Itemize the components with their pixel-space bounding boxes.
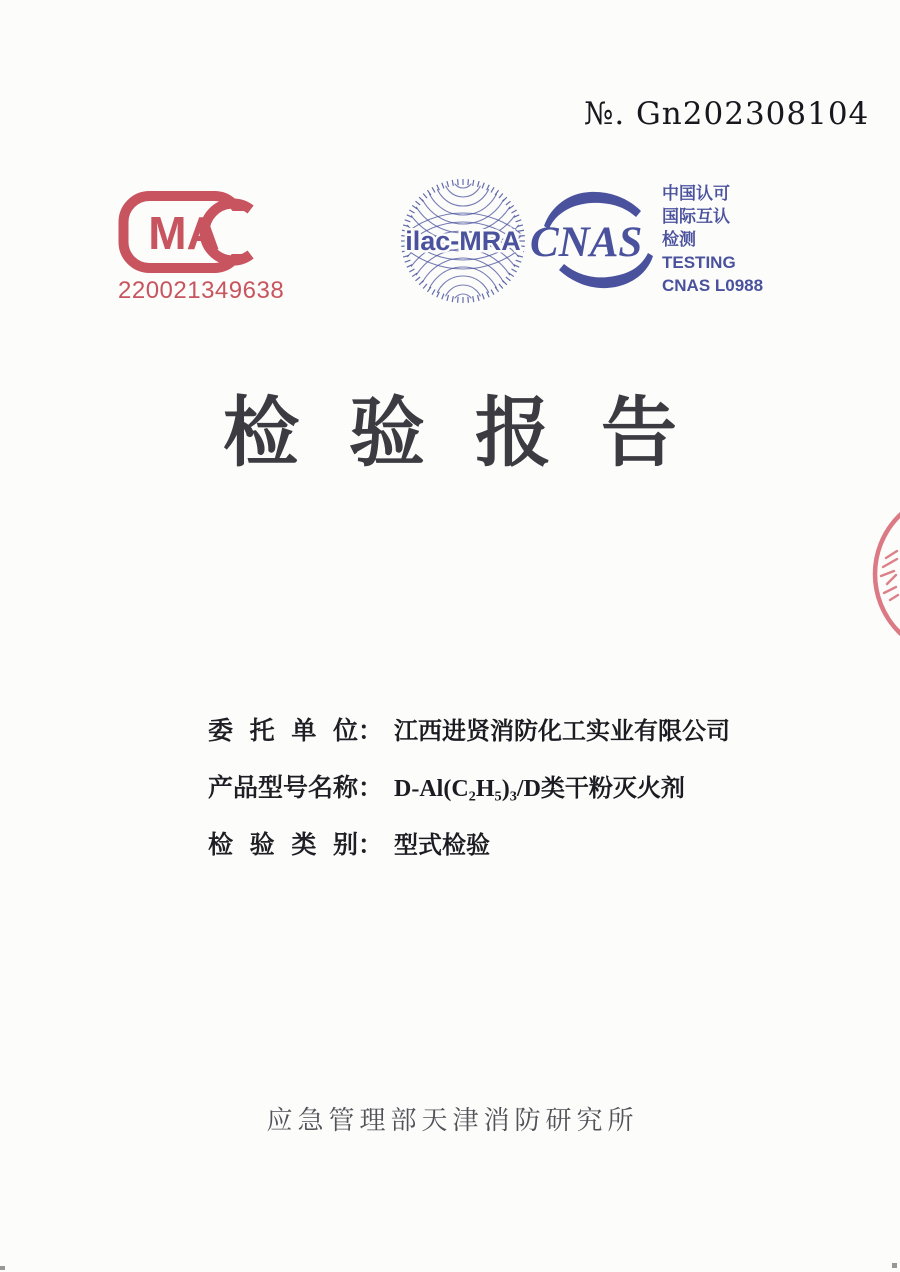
issuing-organization: 应急管理部天津消防研究所 (266, 1105, 639, 1135)
red-seal-stamp-icon (856, 492, 900, 664)
field-row-product-model (208, 771, 768, 806)
cnas-logo-icon (527, 186, 663, 296)
inspection-type-colon: ： (358, 831, 384, 859)
report-fields (208, 714, 768, 885)
scan-corner-mark (0, 1266, 5, 1270)
field-row-client (208, 714, 768, 749)
report-title: 检验报告 (223, 391, 727, 476)
cma-letters: MA (148, 207, 220, 259)
ilac-mra-label: ilac-MRA (405, 226, 521, 256)
report-number: №. Gn202308104 (584, 96, 870, 132)
cnas-line-2: 国际互认 (662, 207, 730, 226)
ilac-mra-logo-icon (398, 176, 528, 306)
inspection-type-value: 型式检验 (394, 833, 490, 859)
cma-certificate-number: 220021349638 (118, 277, 285, 304)
field-row-inspection-type (208, 828, 768, 863)
inspection-type-label: 检验类别 (208, 831, 358, 859)
cnas-line-3: 检测 (662, 230, 696, 249)
cnas-line-5: CNAS L0988 (662, 276, 764, 295)
scan-corner-mark (892, 1263, 897, 1268)
product-model-colon: ： (358, 774, 384, 802)
cma-mark (118, 190, 285, 305)
client-colon: ： (358, 717, 384, 745)
cma-logo-icon (118, 190, 270, 274)
cnas-line-4: TESTING (662, 253, 736, 272)
cnas-accreditation-text (662, 182, 763, 297)
cnas-line-1: 中国认可 (662, 184, 730, 203)
product-model-label: 产品型号名称 (208, 774, 359, 802)
client-label: 委托单位 (208, 717, 358, 745)
client-value: 江西进贤消防化工实业有限公司 (394, 719, 730, 745)
cnas-wordmark: CNAS (530, 219, 643, 266)
product-model-value: D-Al(C₂H₅)₃/D类干粉灭火剂 (394, 776, 685, 802)
